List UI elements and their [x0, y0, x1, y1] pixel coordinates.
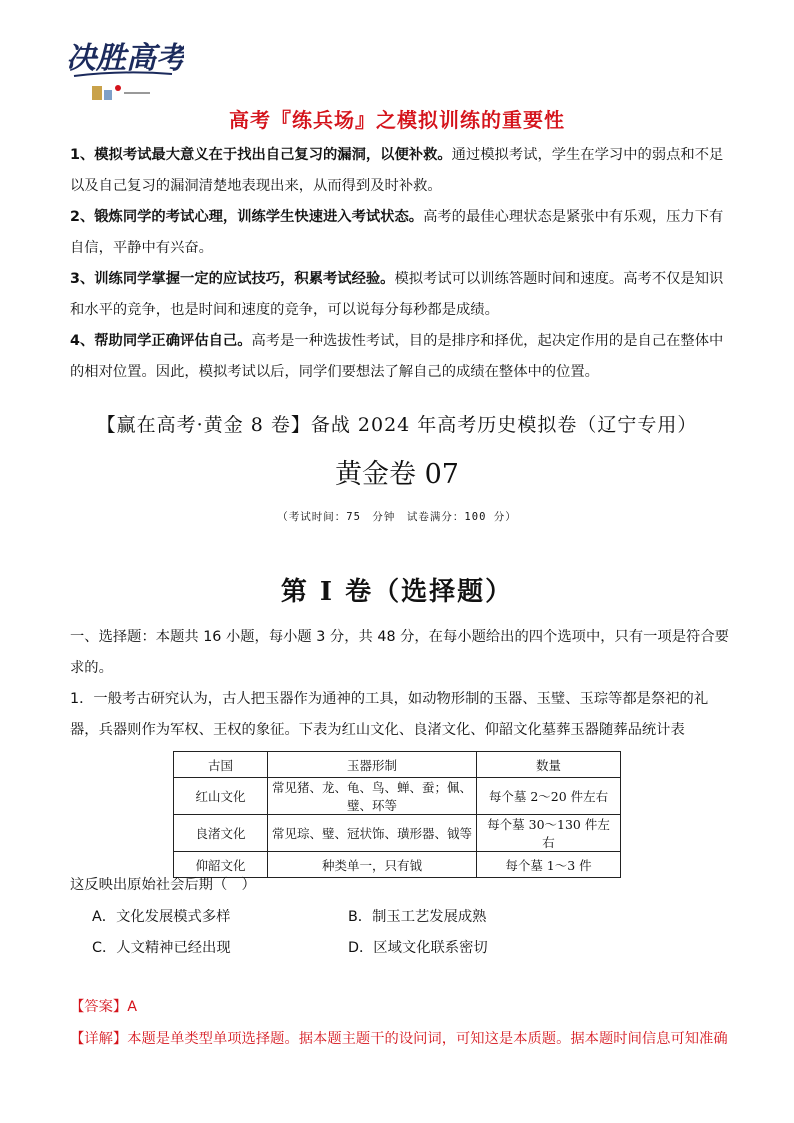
detail-line	[70, 1028, 750, 1048]
table-cell: 良渚文化	[174, 815, 268, 852]
table-cell: 红山文化	[174, 778, 268, 815]
brand-logo-text: 决胜高考	[66, 41, 184, 76]
option-c: C．人文精神已经出现	[92, 940, 231, 956]
intro-item: 3、训练同学掌握一定的应试技巧，积累考试经验。模拟考试可以训练答题时间和速度。高考不仅是知识和水平的竞争，也是时间和速度的竞争，可以说每分每秒都是成绩。	[70, 271, 724, 318]
table-cell: 每个墓 1～3 件	[477, 852, 621, 878]
paper-title: 黄金卷 07	[335, 459, 459, 490]
relic-table	[173, 751, 621, 878]
table-cell: 仰韶文化	[174, 852, 268, 878]
option-a: A．文化发展模式多样	[92, 909, 231, 925]
table-cell: 常见琮、璧、冠状饰、璜形器、钺等	[268, 815, 477, 852]
option-b: B．制玉工艺发展成熟	[348, 909, 487, 925]
exam-meta: （考试时间：75 分钟 试卷满分：100 分）	[277, 511, 517, 523]
intro-item: 1、模拟考试最大意义在于找出自己复习的漏洞，以便补救。通过模拟考试，学生在学习中的弱点和不足以及自己复习的漏洞清楚地表现出来，从而得到及时补救。	[70, 147, 724, 194]
table-cell: 常见猪、龙、龟、鸟、蝉、蚕；佩、璧、环等	[268, 778, 477, 815]
table-row	[174, 815, 621, 852]
brand-logo-mark	[64, 30, 184, 110]
table-header: 古国	[174, 752, 268, 778]
option-d: D．区域文化联系密切	[348, 940, 488, 956]
answer-value: A	[127, 999, 137, 1015]
question-prompt: 这反映出原始社会后期（ ）	[70, 877, 256, 893]
instructions: 一、选择题：本题共 16 小题，每小题 3 分，共 48 分，在每小题给出的四个选项中，只有一项是符合要求的。	[70, 629, 729, 676]
answer-line	[70, 996, 137, 1016]
detail-label: 【详解】	[70, 1031, 128, 1047]
table-row	[174, 778, 621, 815]
table-cell: 种类单一，只有钺	[268, 852, 477, 878]
answer-label: 【答案】	[70, 999, 128, 1015]
exam-title: 【赢在高考·黄金 8 卷】备战 2024 年高考历史模拟卷（辽宁专用）	[96, 414, 698, 436]
detail-text: 本题是单类型单项选择题。据本题主题干的设问词，可知这是本质题。据本题时间信息可知准确	[127, 1031, 728, 1047]
section-title: 第 I 卷（选择题）	[280, 577, 514, 607]
intro-section	[70, 140, 730, 388]
table-header: 数量	[477, 752, 621, 778]
page-title: 高考『练兵场』之模拟训练的重要性	[229, 108, 565, 132]
table-header: 玉器形制	[268, 752, 477, 778]
question-stem: 1．一般考古研究认为，古人把玉器作为通神的工具，如动物形制的玉器、玉璧、玉琮等都是祭祀的礼器，兵器则作为军权、王权的象征。下表为红山文化、良渚文化、仰韶文化墓葬玉器随葬品统计表	[70, 691, 709, 738]
table-cell: 每个墓 2～20 件左右	[477, 778, 621, 815]
brand-logo	[64, 30, 184, 110]
intro-item: 4、帮助同学正确评估自己。高考是一种选拔性考试，目的是排序和择优，起决定作用的是自己在整体中的相对位置。因此，模拟考试以后，同学们要想法了解自己的成绩在整体中的位置。	[70, 333, 724, 380]
intro-item: 2、锻炼同学的考试心理，训练学生快速进入考试状态。高考的最佳心理状态是紧张中有乐观，压力下有自信，平静中有兴奋。	[70, 209, 724, 256]
table-cell: 每个墓 30～130 件左右	[477, 815, 621, 852]
table-header-row	[174, 752, 621, 778]
